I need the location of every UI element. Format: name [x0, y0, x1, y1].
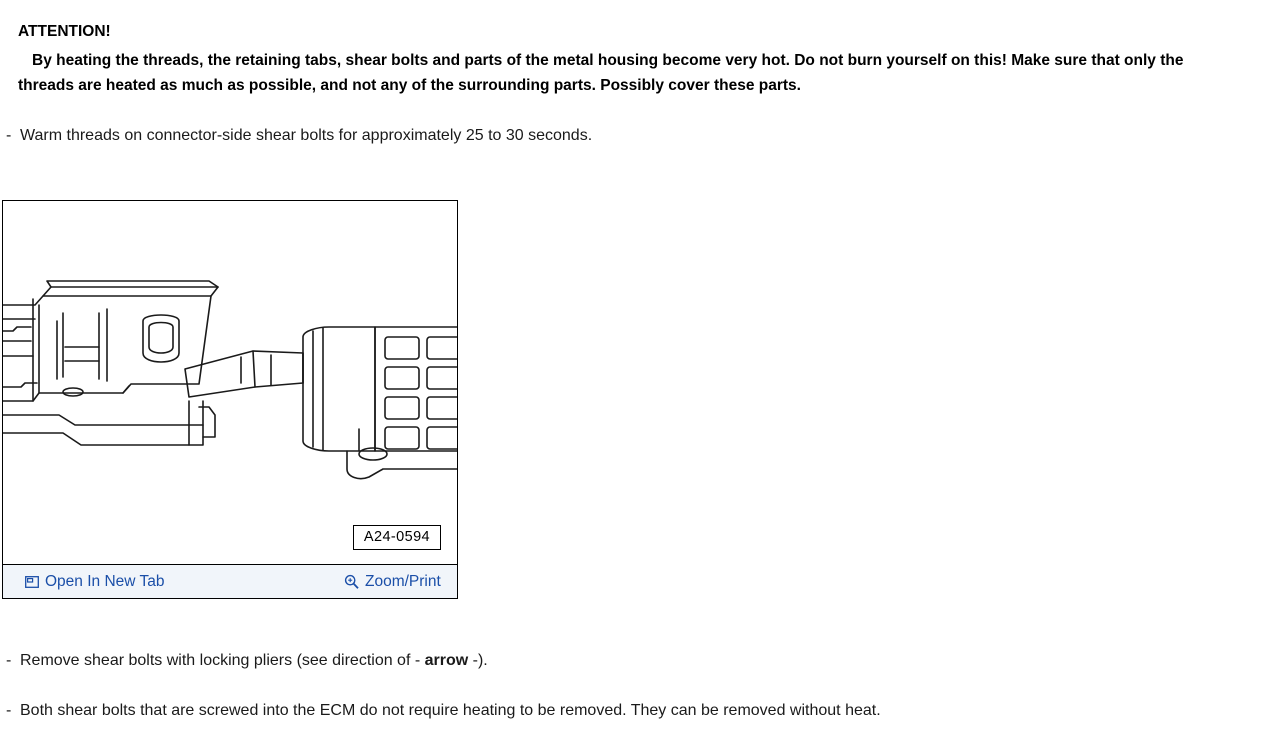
- new-tab-icon: [25, 575, 39, 589]
- magnifier-icon: [344, 574, 359, 589]
- step-remove-text: [20, 651, 488, 672]
- step-remove-emphasis: arrow: [424, 652, 469, 669]
- zoom-print-label: Zoom/Print: [365, 572, 441, 590]
- figure-toolbar: [2, 565, 458, 599]
- step-both-text: Both shear bolts that are screwed into the ECM do not require heating to be removed. They can be removed without heat.: [20, 702, 881, 719]
- attention-body: By heating the threads, the retaining tabs, shear bolts and parts of the metal housing become very hot. Do not burn yourself on this! Make sure that only the threads are heated as much as possible, and not any of the surrounding parts. Possibly cover these parts.: [18, 52, 1184, 95]
- bullet-dash: -: [6, 702, 12, 719]
- figure-image: [2, 200, 458, 565]
- step-both-shear-bolts: [0, 701, 1206, 722]
- step-remove-text-after: -).: [468, 652, 488, 669]
- figure-container: [2, 200, 458, 599]
- attention-block: [0, 0, 1285, 99]
- open-in-new-tab-button[interactable]: [25, 573, 164, 591]
- bullet-dash: -: [6, 652, 12, 669]
- step-remove-shear-bolts: [0, 651, 1206, 672]
- technical-illustration: [3, 201, 457, 564]
- step-remove-text-before: Remove shear bolts with locking pliers (see direction of -: [20, 652, 425, 669]
- attention-title: ATTENTION!: [18, 23, 111, 40]
- zoom-print-button[interactable]: [344, 573, 441, 591]
- step-warm-text: Warm threads on connector-side shear bolts for approximately 25 to 30 seconds.: [20, 127, 593, 144]
- step-warm-threads: [0, 126, 1206, 147]
- figure-code: A24-0594: [353, 525, 441, 550]
- open-in-new-tab-label: Open In New Tab: [45, 572, 165, 590]
- bullet-dash: -: [6, 127, 12, 144]
